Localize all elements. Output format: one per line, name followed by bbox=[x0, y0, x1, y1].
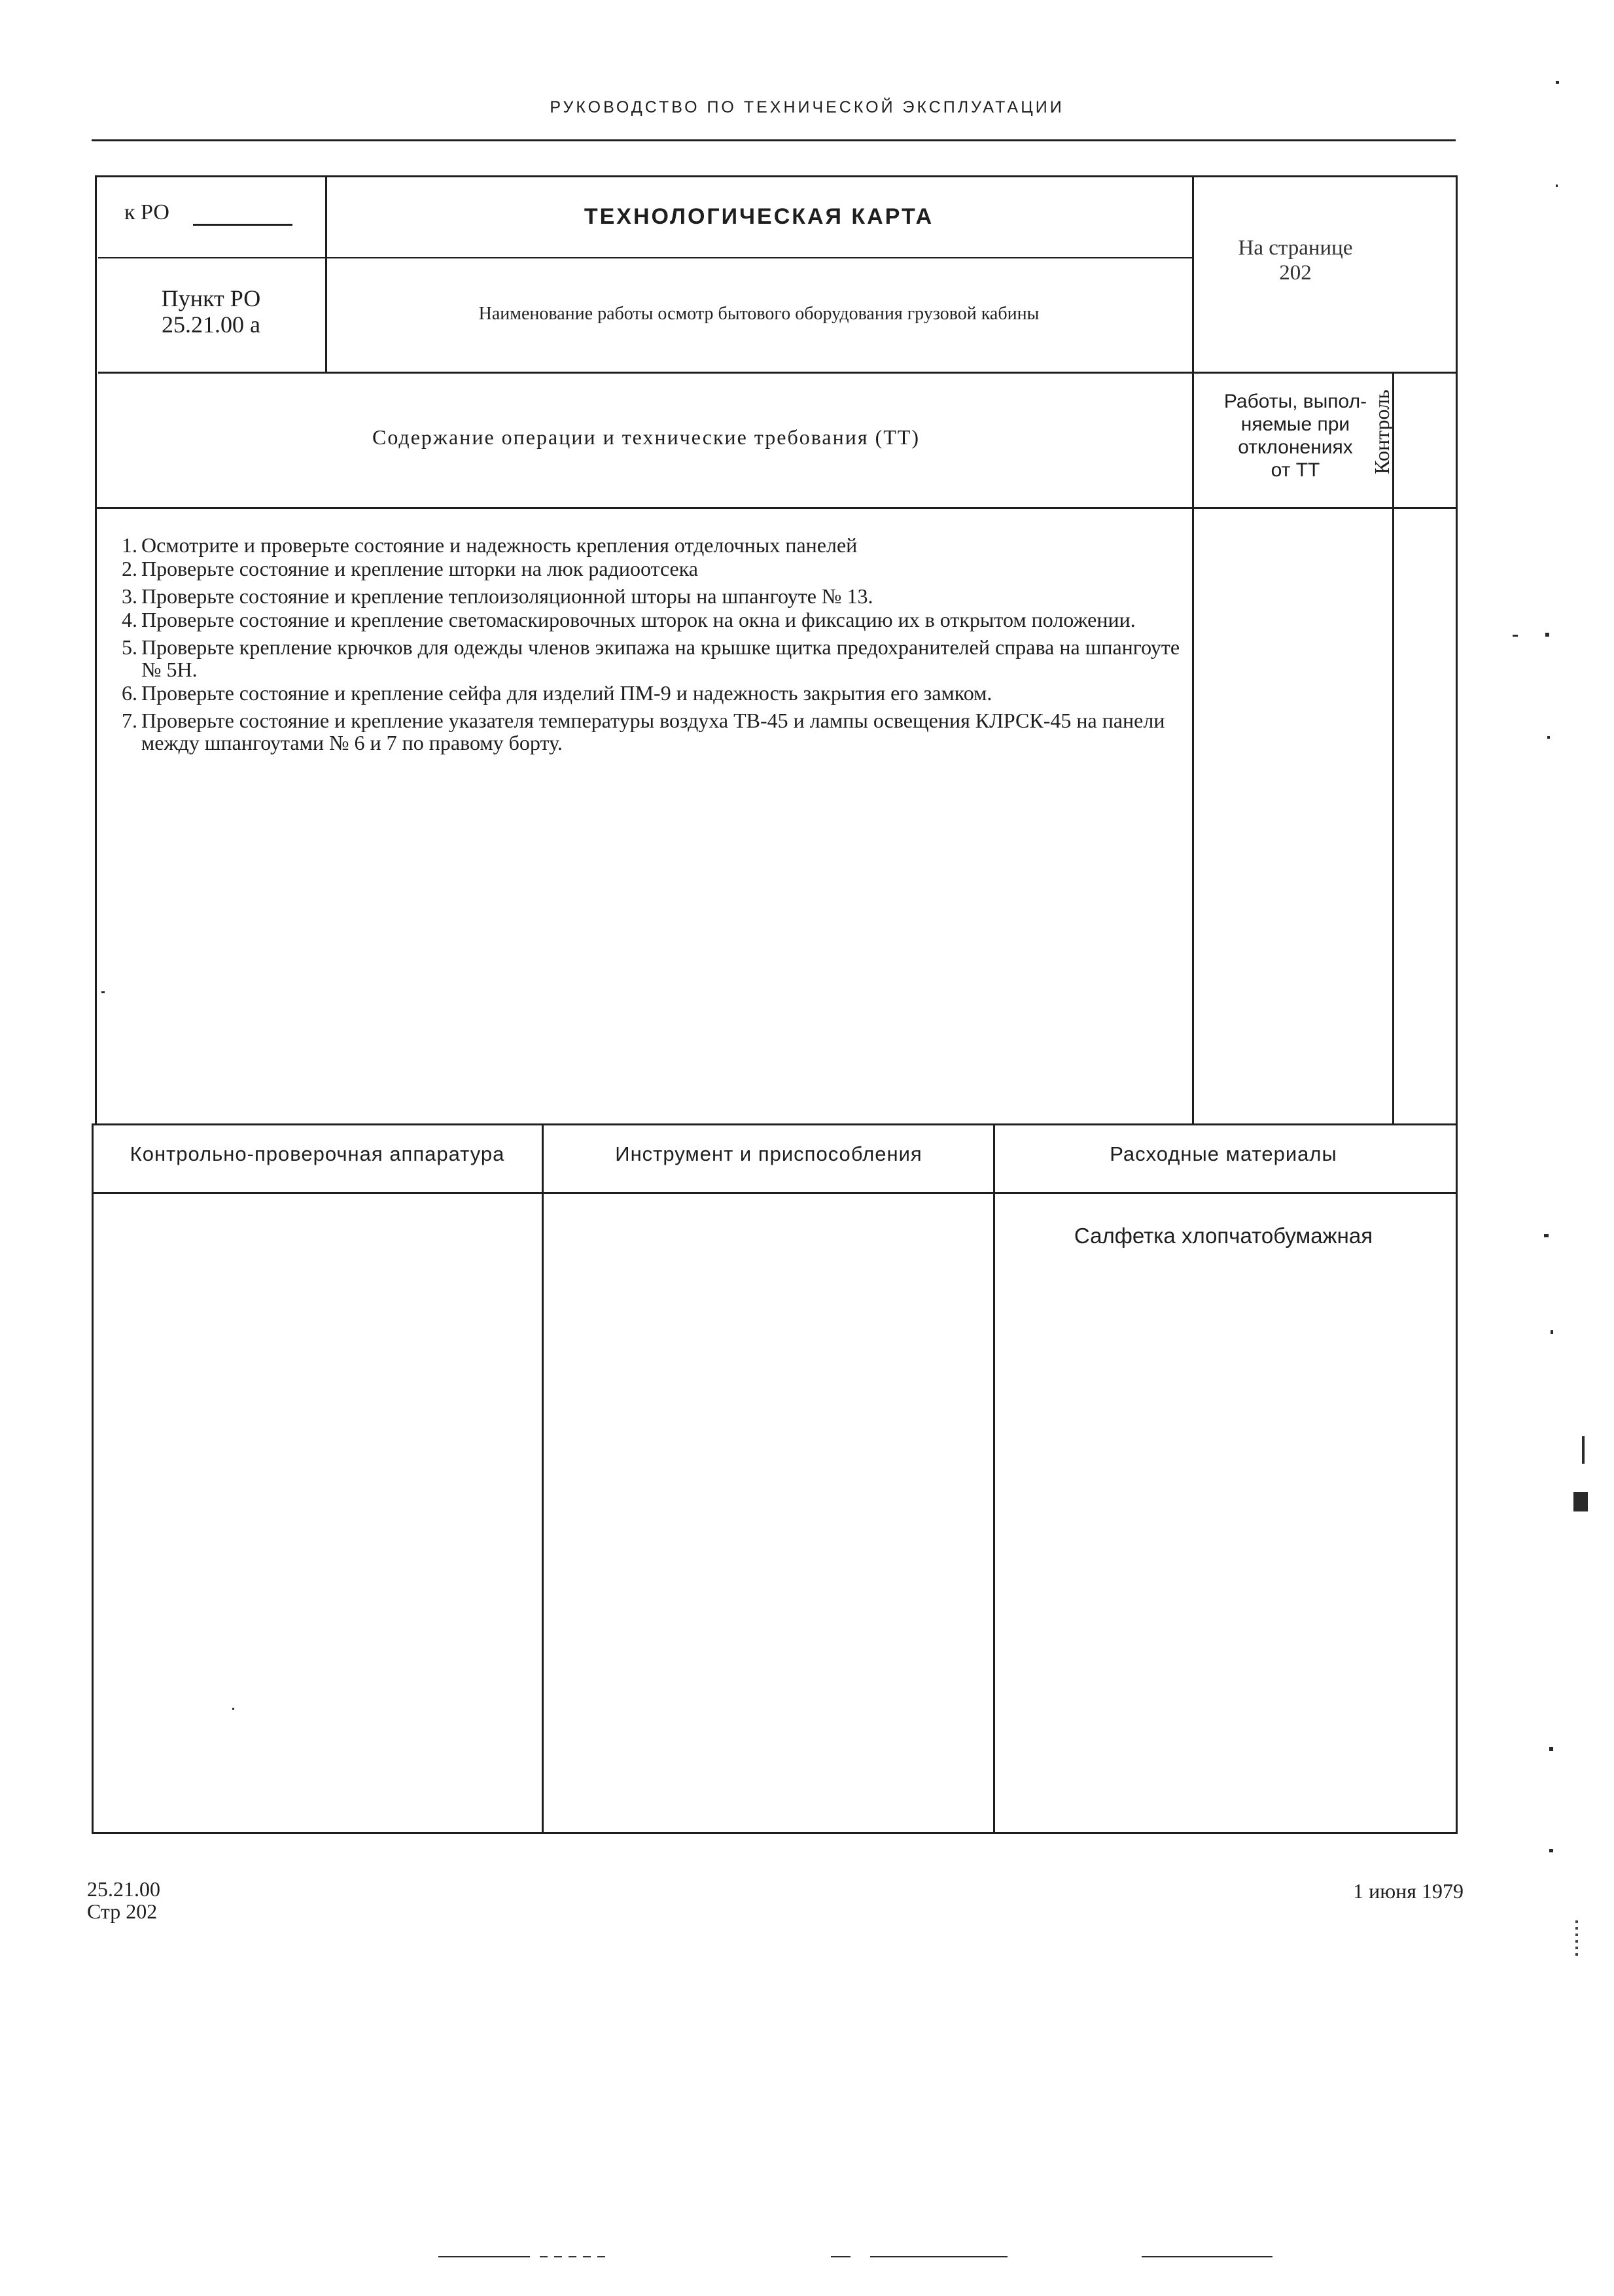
operation-step bbox=[106, 709, 1192, 754]
card-bottom-border bbox=[92, 1832, 1456, 1834]
step-text: Проверьте состояние и крепление указателя температуры воздуха ТВ-45 и лампы освещения КЛРСК-45 на панели между шпангоутами № 6 и 7 по правому борту. bbox=[141, 709, 1165, 754]
scan-speck bbox=[540, 2256, 605, 2257]
instruments-header: Инструмент и приспособления bbox=[615, 1142, 922, 1165]
material-item: Салфетка хлопчатобумажная bbox=[1074, 1224, 1373, 1248]
content-column-header: Содержание операции и технические требования (ТТ) bbox=[372, 425, 920, 449]
scan-speck bbox=[1142, 2256, 1272, 2257]
scan-speck bbox=[438, 2256, 530, 2257]
step-number: 6. bbox=[122, 681, 137, 705]
page-reference-label: На странице bbox=[1238, 236, 1353, 260]
operation-step bbox=[106, 585, 1192, 607]
page-reference-number: 202 bbox=[1279, 261, 1312, 285]
step-text: Проверьте состояние и крепление сейфа для изделий ПМ-9 и надежность закрытия его замком. bbox=[141, 681, 992, 705]
title-row-divider bbox=[98, 257, 1192, 258]
header-block-divider bbox=[98, 372, 1458, 374]
deviation-header-line: отклонениях bbox=[1238, 436, 1353, 458]
operation-step bbox=[106, 682, 1192, 704]
header-rule bbox=[92, 139, 1456, 141]
step-number: 2. bbox=[122, 557, 137, 580]
scan-speck bbox=[1573, 1492, 1588, 1511]
tools-divider-1 bbox=[542, 1123, 544, 1834]
step-text: Проверьте состояние и крепление шторки на люк радиоотсека bbox=[141, 557, 698, 580]
card-left-border-bottom bbox=[92, 1123, 94, 1834]
scan-speck bbox=[1551, 1330, 1553, 1334]
operation-step bbox=[106, 557, 1192, 580]
scan-speck bbox=[1513, 635, 1518, 637]
footer-date: 1 июня 1979 bbox=[1353, 1879, 1464, 1903]
card-right-border bbox=[1456, 175, 1458, 1125]
footer-section: 25.21.00 bbox=[87, 1877, 160, 1901]
k-po-label: к РО bbox=[124, 200, 169, 224]
scan-speck bbox=[1556, 81, 1559, 84]
scan-speck bbox=[1582, 1436, 1585, 1464]
step-number: 4. bbox=[122, 608, 137, 631]
scan-speck bbox=[1575, 1920, 1578, 1960]
work-name: Наименование работы осмотр бытового оборудования грузовой кабины bbox=[478, 304, 1040, 324]
punkt-ro-value: 25.21.00 а bbox=[162, 311, 260, 338]
punkt-ro bbox=[98, 285, 324, 338]
materials-header: Расходные материалы bbox=[1110, 1142, 1337, 1165]
column-header-divider bbox=[95, 507, 1458, 509]
step-text: Проверьте состояние и крепление светомаскировочных шторок на окна и фиксацию их в открытом положении. bbox=[141, 608, 1136, 631]
scan-speck bbox=[1545, 633, 1549, 637]
k-po-blank-line bbox=[193, 224, 292, 226]
deviation-header-line: Работы, выпол- bbox=[1223, 391, 1367, 412]
scan-speck bbox=[1544, 1234, 1549, 1237]
deviation-column-divider bbox=[1192, 175, 1194, 1125]
running-header: РУКОВОДСТВО ПО ТЕХНИЧЕСКОЙ ЭКСПЛУАТАЦИИ bbox=[550, 98, 1064, 116]
step-text: Осмотрите и проверьте состояние и надежность крепления отделочных панелей bbox=[141, 533, 858, 557]
footer-page: Стр 202 bbox=[87, 1899, 158, 1923]
deviation-header-line: от ТТ bbox=[1271, 459, 1320, 481]
deviation-header-line: няемые при bbox=[1240, 414, 1350, 435]
step-text: Проверьте состояние и крепление теплоизоляционной шторы на шпангоуте № 13. bbox=[141, 584, 873, 608]
footer-left bbox=[87, 1878, 160, 1922]
step-number: 7. bbox=[122, 709, 137, 732]
scan-speck bbox=[101, 991, 105, 993]
operation-steps bbox=[106, 534, 1192, 755]
operation-step bbox=[106, 636, 1192, 680]
scan-speck bbox=[1549, 1747, 1553, 1751]
scan-speck bbox=[870, 2256, 1008, 2257]
card-top-border bbox=[95, 175, 1458, 177]
control-column-header: Контроль bbox=[1370, 389, 1394, 474]
step-number: 1. bbox=[122, 533, 137, 557]
operation-step bbox=[106, 609, 1192, 631]
step-text: Проверьте крепление крючков для одежды членов экипажа на крышке щитка предохранителей справа на шпангоуте № 5Н. bbox=[141, 635, 1180, 681]
scan-speck bbox=[232, 1708, 234, 1710]
operation-step bbox=[106, 534, 1192, 556]
scan-speck bbox=[1547, 736, 1550, 739]
card-left-border-top bbox=[95, 175, 97, 1125]
card-title: ТЕХНОЛОГИЧЕСКАЯ КАРТА bbox=[584, 204, 934, 229]
tools-right-border bbox=[1456, 1123, 1458, 1834]
step-number: 5. bbox=[122, 635, 137, 659]
scan-speck bbox=[1556, 185, 1558, 187]
page-reference bbox=[1197, 236, 1394, 285]
punkt-ro-label: Пункт РО bbox=[161, 285, 261, 311]
control-equipment-header: Контрольно-проверочная аппаратура bbox=[130, 1142, 505, 1165]
scan-speck bbox=[831, 2256, 851, 2257]
tools-header-divider bbox=[92, 1192, 1458, 1194]
scan-speck bbox=[1549, 1849, 1553, 1852]
content-bottom-divider bbox=[92, 1123, 1458, 1125]
step-number: 3. bbox=[122, 584, 137, 608]
deviation-column-header bbox=[1197, 390, 1394, 482]
